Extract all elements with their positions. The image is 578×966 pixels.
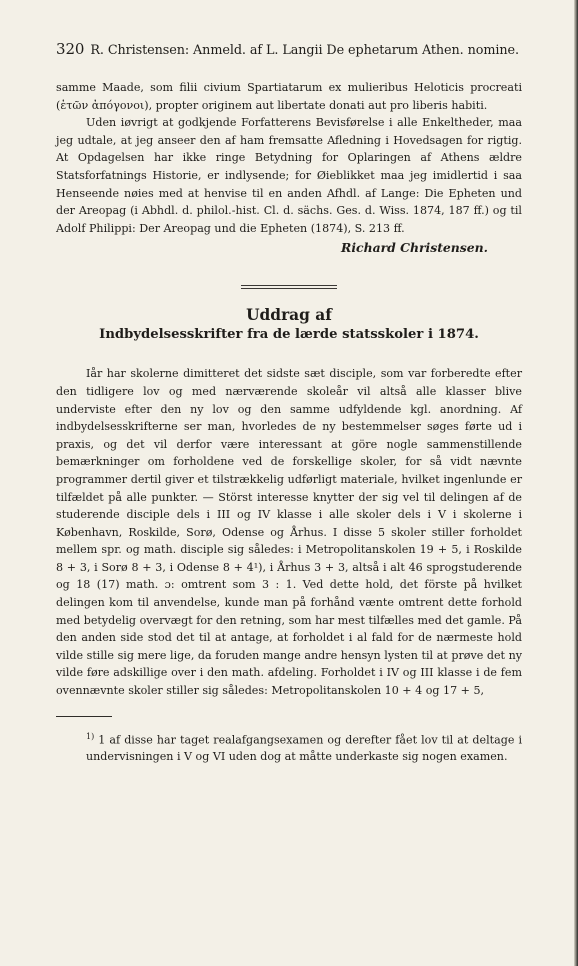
book-page bbox=[56, 40, 522, 765]
running-header bbox=[56, 40, 522, 60]
author-signature: Richard Christensen. bbox=[341, 240, 488, 256]
section-title: Uddrag af bbox=[246, 306, 332, 325]
section-body: Iår har skolerne dimitteret det sidste sæt disciple, som var forberedte efter den tidligere lov og med nærværende skoleår vil altså alle klasser blive underviste efter den ny lov og den samme udfyldende kgl. anordning. Af indbydelsesskrifterne ser man, hvorledes de ny bestemmelser søges førte ud i praxis, og det vil derfor være interessant at göre nogle sammenstillende bemærkninger om forholdene ved de forskellige skoler, for så vidt nævnte programmer dertil giver et tilstrækkelig udførligt materiale, hvilket ingenlunde er tilfældet på alle punkter. — Störst interesse knytter der sig vel til delingen af de studerende disciple dels i III og IV klasse i alle skoler dels i V i skolerne i København, Roskilde, Sorø, Odense og Århus. I disse 5 skoler stiller forholdet mellem spr. og math. disciple sig således: i Metropolitanskolen 19 + 5, i Roskilde 8 + 3, i Sorø 8 + 3, i Odense 8 + 4¹), i Århus 3 + 3, altså i alt 46 sprogstuderende og 18 (17) math. ɔ: omtrent som 3 : 1. Ved dette hold, det förste på hvilket delingen kom til anvendelse, kunde man på forhånd vænte omtrent dette forhold med betydelig overvægt for den retning, som har mest tilfælles med det gamle. På den anden side stod det til at antage, at forholdet i al fald for de nærmeste hold vilde stille sig mere lige, da foruden mange andre hensyn lysten til at prøve det ny vilde føre adskillige over i den math. afdeling. Forholdet i IV og III klasse i de fem ovennævnte skoler stiller sig således: Metropolitanskolen 10 + 4 og 17 + 5, bbox=[56, 367, 522, 698]
footnote-rule bbox=[56, 716, 112, 717]
review-paragraph-2: Uden iøvrigt at godkjende Forfatterens Bevisførelse i alle Enkeltheder, maa jeg udtale, at jeg anseer den af ham fremsatte Afledning i Hovedsagen for rigtig. At Opdagelsen har ikke ringe Betydning for Oplaringen af Athens ældre Statsforfatnings Historie, er indlysende; for Øieblikket maa jeg imidlertid i saa Henseende nøies med at henvise til en anden Afhdl. af Lange: Die Epheten und der Areopag (i Abhdl. d. philol.-hist. Cl. d. sächs. Ges. d. Wiss. 1874, 187 ff.) og til Adolf Philippi: Der Areopag und die Epheten (1874), S. 213 ff. bbox=[56, 116, 522, 235]
section-divider bbox=[241, 285, 337, 289]
running-title: R. Christensen: Anmeld. af L. Langii De ephetarum Athen. nomine. bbox=[90, 43, 519, 58]
section-subtitle: Indbydelsesskrifter fra de lærde statsskoler i 1874. bbox=[99, 327, 479, 343]
footnote-text: 1 af disse har taget realafgangsexamen og derefter fået lov til at deltage i undervisningen i V og VI uden dog at måtte underkaste sig nogen examen. bbox=[86, 733, 522, 763]
footnote-marker: 1) bbox=[86, 731, 95, 741]
footnote bbox=[56, 729, 522, 766]
review-paragraph-1: samme Maade, som filii civium Spartiatarum ex mulieribus Heloticis procreati (ἑτῶν ἀπόγονοι), propter originem aut libertate donati aut pro liberis habiti. bbox=[56, 81, 522, 112]
page-edge-shadow bbox=[574, 0, 578, 966]
page-number: 320 bbox=[56, 40, 85, 58]
